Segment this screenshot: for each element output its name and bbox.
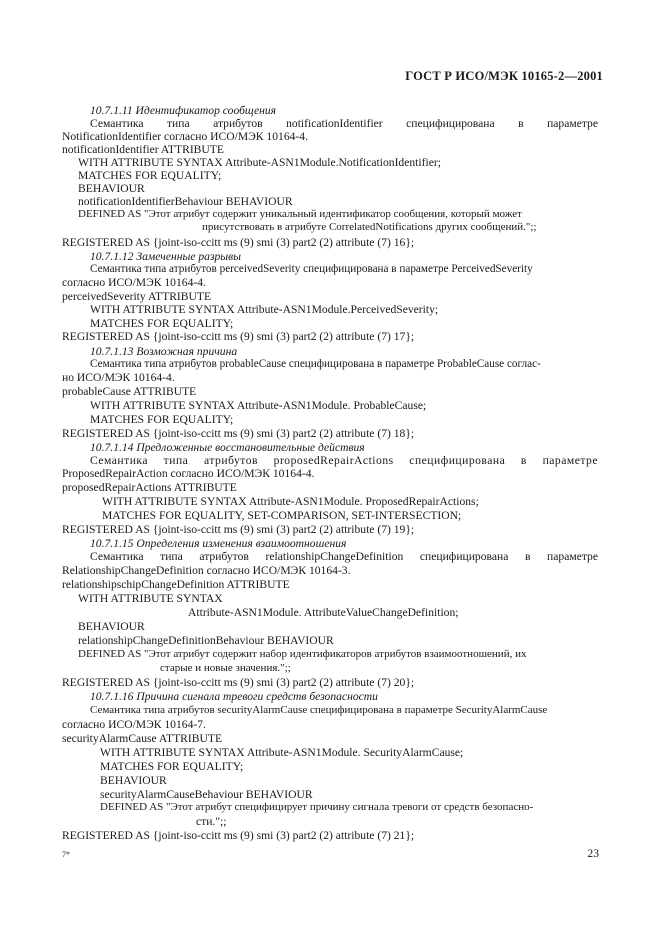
section-heading: 10.7.1.14 Предложенные восстановительные действия xyxy=(90,441,365,454)
code-line: notificationIdentifier ATTRIBUTE xyxy=(62,143,224,156)
section-heading: 10.7.1.11 Идентификатор сообщения xyxy=(90,104,277,117)
page-number: 23 xyxy=(587,847,599,860)
code-line: relationshipschipChangeDefinition ATTRIBUTE xyxy=(62,578,290,591)
code-line: securityAlarmCauseBehaviour BEHAVIOUR xyxy=(100,788,313,801)
body-text-line: Семантика типа атрибутов proposedRepairActions специфицирована в параметре xyxy=(90,454,598,467)
code-line: DEFINED AS "Этот атрибут содержит уникальный идентификатор сообщения, который может xyxy=(78,208,522,220)
code-line: Attribute-ASN1Module. AttributeValueChangeDefinition; xyxy=(188,606,459,619)
code-line: WITH ATTRIBUTE SYNTAX xyxy=(78,592,223,605)
code-line: DEFINED AS "Этот атрибут содержит набор идентификаторов атрибутов взаимоотношений, их xyxy=(78,648,527,660)
code-line: BEHAVIOUR xyxy=(78,182,145,195)
code-line: сти.";; xyxy=(196,815,227,828)
body-text-line: согласно ИСО/МЭК 10164-4. xyxy=(62,276,206,289)
body-text-line: RelationshipChangeDefinition согласно ИСО/МЭК 10164-3. xyxy=(62,564,351,577)
footer-sheet-mark: 7* xyxy=(62,850,70,859)
code-line: MATCHES FOR EQUALITY, SET-COMPARISON, SET-INTERSECTION; xyxy=(102,509,462,522)
code-line: WITH ATTRIBUTE SYNTAX Attribute-ASN1Module.NotificationIdentifier; xyxy=(78,156,441,169)
code-line: DEFINED AS "Этот атрибут специфицирует причину сигнала тревоги от средств безопасно- xyxy=(100,801,534,813)
code-line: MATCHES FOR EQUALITY; xyxy=(90,413,234,426)
code-line: BEHAVIOUR xyxy=(78,620,145,633)
section-heading: 10.7.1.16 Причина сигнала тревоги средств безопасности xyxy=(90,690,378,703)
code-line: notificationIdentifierBehaviour BEHAVIOUR xyxy=(78,195,293,208)
body-text-line: Семантика типа атрибутов relationshipChangeDefinition специфицирована в параметре xyxy=(90,550,598,563)
code-line: MATCHES FOR EQUALITY; xyxy=(78,169,222,182)
code-line: старые и новые значения.";; xyxy=(160,662,291,674)
code-line: WITH ATTRIBUTE SYNTAX Attribute-ASN1Module.PerceivedSeverity; xyxy=(90,303,439,316)
code-line: probableCause ATTRIBUTE xyxy=(62,385,197,398)
code-line: WITH ATTRIBUTE SYNTAX Attribute-ASN1Module. ProposedRepairActions; xyxy=(102,495,479,508)
body-text-line: Семантика типа атрибутов probableCause специфицирована в параметре ProbableCause соглас- xyxy=(90,358,541,370)
registered-line: REGISTERED AS {joint-iso-ccitt ms (9) smi (3) part2 (2) attribute (7) 19}; xyxy=(62,523,415,536)
section-heading: 10.7.1.13 Возможная причина xyxy=(90,345,238,358)
body-text-line: Семантика типа атрибутов perceivedSeverity специфицирована в параметре PerceivedSeverity xyxy=(90,263,533,275)
code-line: MATCHES FOR EQUALITY; xyxy=(100,760,244,773)
code-line: proposedRepairActions ATTRIBUTE xyxy=(62,481,237,494)
code-line: WITH ATTRIBUTE SYNTAX Attribute-ASN1Module. ProbableCause; xyxy=(90,399,427,412)
code-line: WITH ATTRIBUTE SYNTAX Attribute-ASN1Module. SecurityAlarmCause; xyxy=(100,746,464,759)
body-text-line: согласно ИСО/МЭК 10164-7. xyxy=(62,718,206,731)
section-heading: 10.7.1.12 Замеченные разрывы xyxy=(90,250,242,263)
section-heading: 10.7.1.15 Определения изменения взаимоотношения xyxy=(90,537,347,550)
code-line: relationshipChangeDefinitionBehaviour BEHAVIOUR xyxy=(78,634,334,647)
code-line: BEHAVIOUR xyxy=(100,774,167,787)
body-text-line: ProposedRepairAction согласно ИСО/МЭК 10164-4. xyxy=(62,467,315,480)
body-text-line: Семантика типа атрибутов securityAlarmCause специфицирована в параметре SecurityAlarmCause xyxy=(90,704,548,716)
body-text-line: NotificationIdentifier согласно ИСО/МЭК 10164-4. xyxy=(62,130,308,143)
body-text-line: Семантика типа атрибутов notificationIdentifier специфицирована в параметре xyxy=(90,117,598,130)
body-text-line: но ИСО/МЭК 10164-4. xyxy=(62,371,175,384)
code-line: MATCHES FOR EQUALITY; xyxy=(90,317,234,330)
registered-line: REGISTERED AS {joint-iso-ccitt ms (9) smi (3) part2 (2) attribute (7) 21}; xyxy=(62,829,415,842)
code-line: securityAlarmCause ATTRIBUTE xyxy=(62,732,223,745)
registered-line: REGISTERED AS {joint-iso-ccitt ms (9) smi (3) part2 (2) attribute (7) 16}; xyxy=(62,236,415,249)
registered-line: REGISTERED AS {joint-iso-ccitt ms (9) smi (3) part2 (2) attribute (7) 17}; xyxy=(62,330,415,343)
code-line: perceivedSeverity ATTRIBUTE xyxy=(62,290,212,303)
code-line: присутствовать в атрибуте CorrelatedNotifications других сообщений.";; xyxy=(202,221,537,233)
registered-line: REGISTERED AS {joint-iso-ccitt ms (9) smi (3) part2 (2) attribute (7) 18}; xyxy=(62,427,415,440)
registered-line: REGISTERED AS {joint-iso-ccitt ms (9) smi (3) part2 (2) attribute (7) 20}; xyxy=(62,676,415,689)
document-header-title: ГОСТ Р ИСО/МЭК 10165-2—2001 xyxy=(405,69,603,83)
